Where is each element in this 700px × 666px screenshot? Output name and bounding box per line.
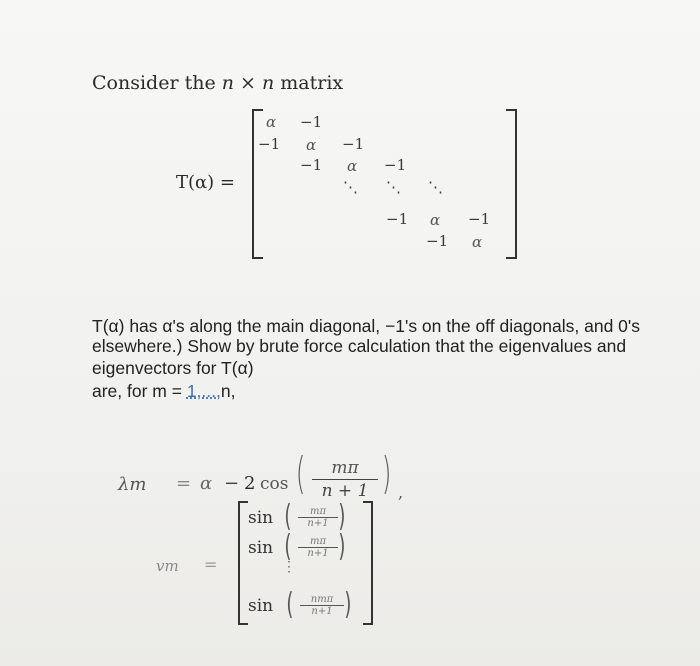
vector-row-1-fn: sin (248, 508, 274, 528)
matrix-cell: ⋱ (428, 178, 443, 196)
matrix-cell: −1 (384, 156, 407, 174)
eigenvalue-label: λm (118, 474, 147, 495)
paragraph-line-4-prefix: are, for m = (92, 381, 187, 401)
vector-row-1-num: mπ (309, 506, 327, 517)
matrix-cell: −1 (468, 210, 491, 228)
vector-row-2-num: mπ (309, 536, 327, 547)
eigenvalue-trail: , (398, 483, 404, 502)
matrix-left-bracket (252, 109, 263, 259)
eigenvalue-equals: = (176, 473, 192, 494)
matrix-cell: −1 (258, 135, 281, 153)
vector-row-2-rparen: ) (338, 529, 346, 564)
vector-row-1-fraction (298, 506, 338, 529)
vector-row-1-rparen: ) (338, 499, 346, 534)
eigenvalue-cos: cos (260, 474, 289, 494)
vector-row-2-den: n+1 (307, 548, 329, 559)
paragraph-line-3: eigenvectors for T(α) (92, 358, 254, 378)
vector-row-1-lparen: ( (284, 499, 292, 534)
vector-row-2-fn: sin (248, 538, 274, 558)
paragraph-line-1: T(α) has α's along the main diagonal, −1's on the off diagonals, and 0's (92, 316, 640, 336)
matrix-cell: ⋱ (386, 178, 401, 196)
eigenvalue-right-paren: ) (381, 448, 392, 499)
matrix-cell: −1 (342, 135, 365, 153)
eigenvalue-alpha: α (200, 473, 213, 494)
eigenvalue-two: 2 (244, 473, 256, 494)
paragraph-line-4 (92, 381, 235, 402)
matrix-cell: −1 (300, 156, 323, 174)
intro-prefix: Consider the (92, 72, 222, 94)
matrix-right-bracket (506, 109, 517, 259)
vector-row-2-lparen: ( (284, 529, 292, 564)
eigenvector-equals: = (204, 555, 218, 574)
vector-row-2-fraction (298, 536, 338, 559)
vector-row-3-den: n+1 (311, 606, 333, 617)
intro-dim: n × n (221, 72, 275, 94)
paragraph-line-2: elsewhere.) Show by brute force calculation that the eigenvalues and (92, 336, 627, 356)
vector-row-1-den: n+1 (307, 518, 329, 529)
intro-line (92, 72, 343, 94)
eigenvalue-left-paren: ( (295, 448, 306, 499)
matrix-cell: ⋱ (343, 178, 358, 196)
eigenvalue-minus: − (224, 473, 240, 494)
vector-row-3-lparen: ( (286, 587, 294, 622)
vector-row-3-rparen: ) (344, 587, 352, 622)
matrix-cell: −1 (386, 210, 409, 228)
matrix-cell: α (266, 113, 277, 131)
eigenvalue-denominator: n + 1 (321, 481, 369, 501)
matrix-cell: −1 (426, 232, 449, 250)
matrix-cell: α (472, 233, 483, 251)
vector-vdots: ⋮ (282, 559, 296, 575)
intro-suffix: matrix (274, 72, 344, 94)
vector-row-3-fraction (300, 594, 344, 617)
vector-row-3-num: nmπ (310, 594, 334, 605)
vector-row-3-fn: sin (248, 596, 274, 616)
eigenvector-label: vm (156, 557, 179, 575)
range-link[interactable]: 1,..., (186, 381, 221, 401)
matrix-cell: α (306, 136, 317, 154)
eigenvalue-numerator: mπ (331, 458, 359, 478)
vector-left-bracket (238, 501, 248, 625)
matrix-label: T(α) = (176, 172, 236, 193)
paragraph-line-4-suffix: n, (220, 381, 236, 401)
eigenvalue-fraction (312, 458, 378, 501)
matrix-cell: −1 (300, 113, 323, 131)
matrix-cell: α (347, 157, 358, 175)
matrix-cell: α (430, 211, 441, 229)
fraction-bar (312, 479, 378, 480)
vector-right-bracket (363, 501, 373, 625)
